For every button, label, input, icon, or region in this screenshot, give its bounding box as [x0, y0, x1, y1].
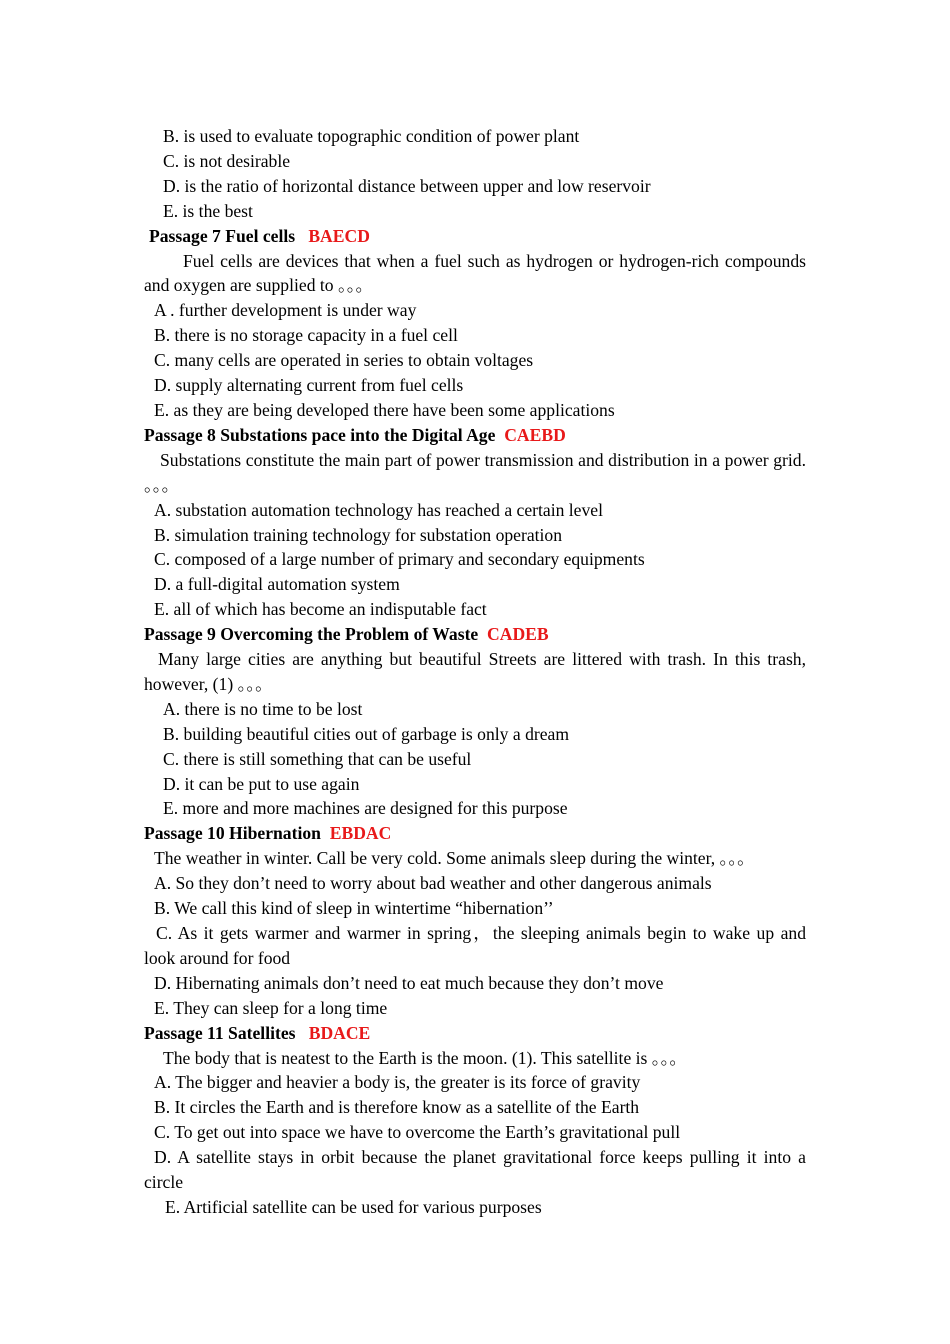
- option-line: D. it can be put to use again: [163, 773, 360, 794]
- option-line: E. as they are being developed there have been some applications: [154, 399, 615, 420]
- option-line: C. many cells are operated in series to obtain voltages: [154, 350, 534, 371]
- option-line: D. is the ratio of horizontal distance between upper and low reservoir: [163, 175, 651, 196]
- option-line: B. simulation training technology for substation operation: [154, 524, 563, 545]
- option-line: E. They can sleep for a long time: [154, 997, 388, 1018]
- option-line: A. substation automation technology has reached a certain level: [154, 499, 603, 520]
- option-line: A . further development is under way: [154, 300, 417, 321]
- option-line: E. more and more machines are designed for this purpose: [163, 798, 568, 819]
- passage-heading: [144, 423, 806, 448]
- answer-key: CADEB: [487, 624, 549, 645]
- option-line: A. The bigger and heavier a body is, the greater is its force of gravity: [154, 1072, 641, 1093]
- option-line: C. is not desirable: [163, 150, 291, 171]
- passage-title: Passage 11 Satellites: [144, 1022, 296, 1043]
- option-line: B. building beautiful cities out of garbage is only a dream: [163, 723, 570, 744]
- option-line: D. A satellite stays in orbit because the planet gravitational force keeps pulling it into a circle: [144, 1147, 806, 1193]
- answer-key: CAEBD: [504, 424, 566, 445]
- option-line: E. Artificial satellite can be used for various purposes: [165, 1196, 542, 1217]
- passage-title: Passage 10 Hibernation: [144, 823, 321, 844]
- option-line: E. is the best: [163, 200, 253, 221]
- passage-intro: The weather in winter. Call be very cold. Some animals sleep during the winter, 。。。: [154, 848, 755, 869]
- option-line: E. all of which has become an indisputable fact: [154, 599, 487, 620]
- document-page: [144, 124, 806, 1220]
- passage-intro: The body that is neatest to the Earth is the moon. (1). This satellite is 。。。: [163, 1047, 687, 1068]
- option-line: D. supply alternating current from fuel cells: [154, 375, 464, 396]
- option-line: C. To get out into space we have to overcome the Earth’s gravitational pull: [154, 1122, 681, 1143]
- option-line: D. Hibernating animals don’t need to eat much because they don’t move: [154, 972, 664, 993]
- option-line: C. As it gets warmer and warmer in spring，the sleeping animals begin to wake up and look around for food: [144, 923, 806, 968]
- passage-intro: Substations constitute the main part of power transmission and distribution in a power grid. 。。。: [144, 449, 806, 495]
- answer-key: EBDAC: [329, 823, 392, 844]
- passage-heading: [144, 821, 806, 846]
- answer-key: BAECD: [308, 225, 370, 246]
- option-line: B. It circles the Earth and is therefore know as a satellite of the Earth: [154, 1097, 640, 1118]
- answer-key: BDACE: [308, 1022, 371, 1043]
- option-line: B. there is no storage capacity in a fuel cell: [154, 325, 458, 346]
- option-line: A. there is no time to be lost: [163, 698, 363, 719]
- option-line: B. We call this kind of sleep in wintertime “hibernation’’: [154, 898, 554, 919]
- passage-intro: Fuel cells are devices that when a fuel such as hydrogen or hydrogen-rich compounds and oxygen are supplied to 。。。: [144, 250, 806, 296]
- passage-heading: [144, 622, 806, 647]
- option-line: A. So they don’t need to worry about bad weather and other dangerous animals: [154, 873, 712, 894]
- option-line: C. composed of a large number of primary and secondary equipments: [154, 549, 645, 570]
- option-line: C. there is still something that can be useful: [163, 748, 472, 769]
- passage-intro: Many large cities are anything but beautiful Streets are littered with trash. In this trash, however, (1) 。。。: [144, 649, 806, 694]
- passage-title: Passage 7 Fuel cells: [149, 225, 296, 246]
- option-line: D. a full-digital automation system: [154, 574, 400, 595]
- passage-heading: [144, 224, 806, 249]
- passage-heading: [144, 1021, 806, 1046]
- passage-title: Passage 8 Substations pace into the Digital Age: [144, 424, 496, 445]
- option-line: B. is used to evaluate topographic condition of power plant: [163, 126, 580, 146]
- passage-title: Passage 9 Overcoming the Problem of Waste: [144, 624, 479, 645]
